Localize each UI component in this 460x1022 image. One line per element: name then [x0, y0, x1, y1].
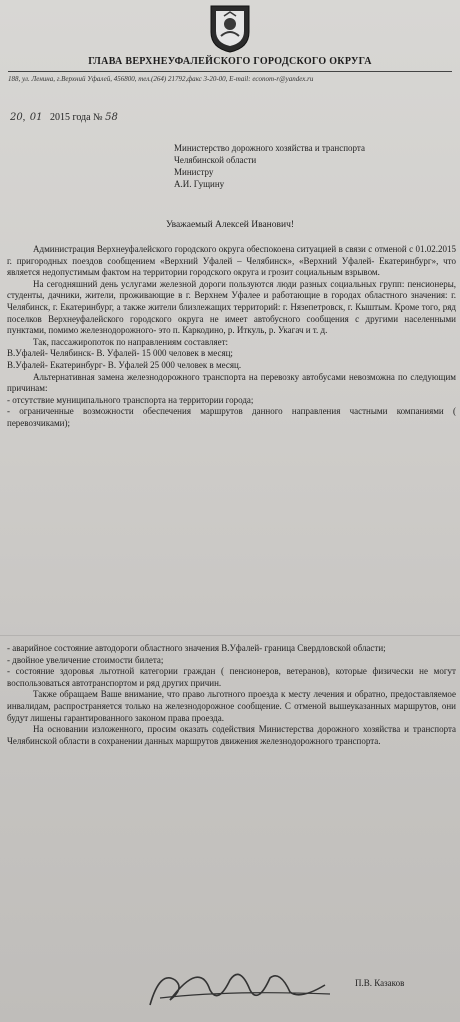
- header-divider: [8, 71, 452, 72]
- paragraph: - ограниченные возможности обеспечения маршрутов данного направления частными компаниями ( перевозчиками);: [7, 406, 456, 428]
- header-address: 188, ул. Ленина, г.Верхний Уфалей, 456800, тел.(264) 21792,факс 3-20-00, E-mail: econom-r@yandex.ru: [8, 75, 314, 83]
- page-fold: [0, 635, 460, 639]
- recipient-line: Министерство дорожного хозяйства и транспорта: [174, 143, 365, 153]
- date-month: 01: [29, 112, 43, 123]
- paragraph: На сегодняшний день услугами железной дороги пользуются люди разных социальных групп: пенсионеры, студенты, дачники, жители, проживающие в г. Верхнем Уфалее и работающие в городах областного значения: г. Челябинск, г. Екатеринбург, а также жители близлежащих территорий: г. Нязепетровск, г. Кыштым. Кроме того, ряд поселков Верхнеуфалейского городского округа не имеет автобусного сообщения с другими населенными пунктами, помимо железнодорожного- это п. Каркодино, р. Иткуль, р. Укагач и т. д.: [7, 278, 456, 336]
- paragraph: - отсутствие муниципального транспорта на территории города;: [7, 394, 254, 405]
- document-number: 58: [105, 112, 118, 123]
- paragraph: - состояние здоровья льготной категории граждан ( пенсионеров, ветеранов), которые физически не могут воспользоваться автотранспортом и ряд других причин.: [7, 666, 456, 688]
- paragraph: - двойное увеличение стоимости билета;: [7, 654, 164, 665]
- recipient-line: Министру: [174, 167, 214, 177]
- paragraph: Также обращаем Ваше внимание, что право льготного проезда к месту лечения и обратно, предоставляемое инвалидам, распространяется только на железнодорожное сообщение. С отменой вышеуказанных маршрутов, они будут лишены гарантированного законом права проезда.: [7, 689, 456, 723]
- paragraph: - аварийное состояние автодороги областного значения В.Уфалей- граница Свердловской области;: [7, 643, 386, 653]
- letter-body-part1: [7, 244, 456, 430]
- paragraph: Администрация Верхнеуфалейского городского округа обеспокоена ситуацией в связи с отменой с 01.02.2015 г. пригородных поездов сообщением «Верхний Уфалей – Челябинск», «Верхний Уфалей- Екатеринбург», что является недопустимым фактом на территории городского округа и грозит социальным взрывом.: [7, 244, 456, 278]
- date-day: 20: [10, 112, 23, 123]
- date-year: 2015 года №: [49, 112, 103, 123]
- signature: [140, 950, 340, 1020]
- paragraph: Так, пассажиропоток по направлениям составляет:: [33, 336, 229, 347]
- paragraph: В.Уфалей- Челябинск- В. Уфалей- 15 000 человек в месяц;: [7, 348, 233, 359]
- recipient-block: [174, 142, 365, 190]
- paragraph: На основании изложенного, просим оказать содействия Министерства дорожного хозяйства и транспорта Челябинской области в сохранении данных маршрутов движения железнодорожного транспорта.: [7, 724, 456, 746]
- date-line: 20, 01 2015 года № 58: [10, 112, 118, 123]
- header-title: ГЛАВА ВЕРХНЕУФАЛЕЙСКОГО ГОРОДСКОГО ОКРУГА: [88, 56, 372, 67]
- paragraph: Альтернативная замена железнодорожного транспорта на перевозку автобусами невозможна по следующим причинам:: [7, 371, 456, 394]
- coat-of-arms-emblem: [205, 2, 255, 54]
- recipient-line: Челябинской области: [174, 155, 257, 165]
- paragraph: В.Уфалей- Екатеринбург- В. Уфалей 25 000 человек в месяц.: [7, 359, 242, 370]
- letter-body-part2: [7, 643, 456, 747]
- recipient-line: А.И. Гущину: [174, 179, 225, 189]
- greeting: Уважаемый Алексей Иванович!: [165, 220, 295, 230]
- signatory-name: П.В. Казаков: [355, 978, 405, 988]
